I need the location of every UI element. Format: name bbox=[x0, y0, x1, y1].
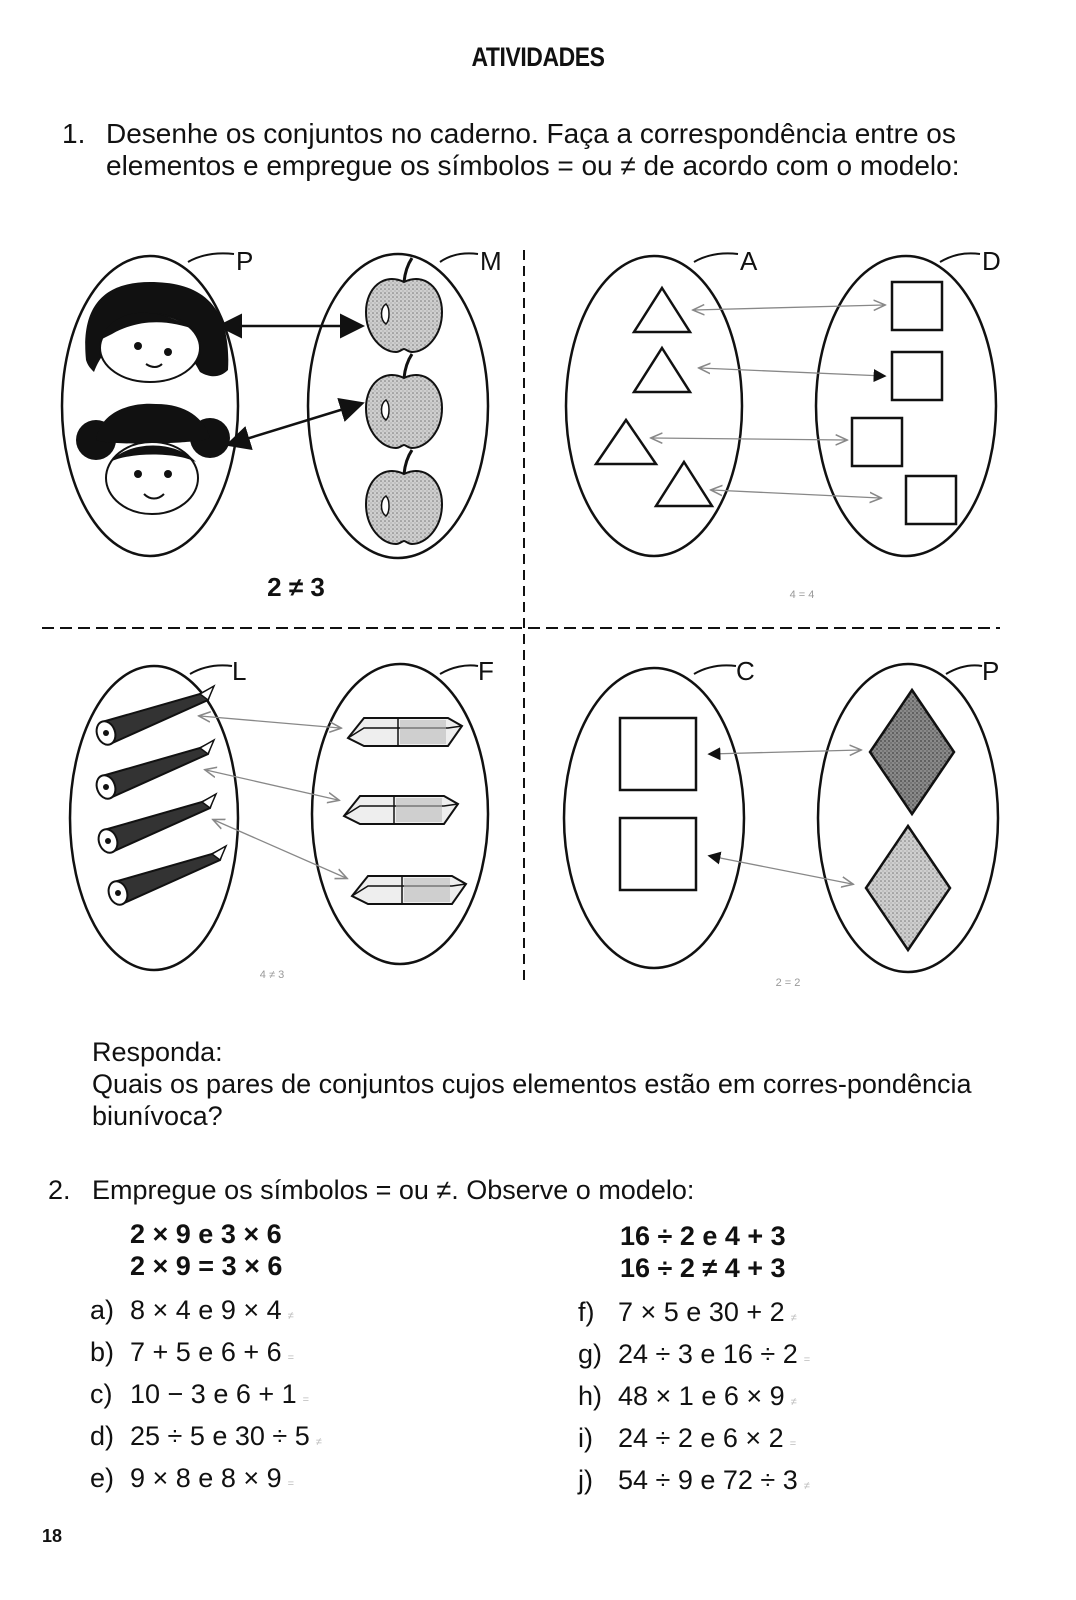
respond-section bbox=[92, 1036, 1032, 1132]
item-label: e) bbox=[90, 1463, 115, 1493]
square-icon bbox=[620, 818, 696, 890]
exercise-item bbox=[578, 1294, 810, 1336]
panel-result: 2 = 2 bbox=[775, 977, 801, 989]
square-icon bbox=[892, 282, 942, 330]
exercise-item bbox=[90, 1418, 322, 1460]
item-answer: = bbox=[789, 1438, 797, 1450]
item-expression: 7 × 5 e 30 + 2 bbox=[618, 1297, 785, 1327]
panel-3 bbox=[70, 656, 494, 981]
girl-face-icon bbox=[85, 282, 228, 382]
item-expression: 25 ÷ 5 e 30 ÷ 5 bbox=[130, 1421, 310, 1451]
item-label: a) bbox=[90, 1295, 115, 1325]
respond-label: Responda: bbox=[92, 1037, 223, 1067]
panel-2 bbox=[566, 246, 1001, 601]
set-label: C bbox=[736, 656, 755, 686]
set-label: M bbox=[480, 246, 502, 276]
exercise-item bbox=[90, 1334, 322, 1376]
triangle-icon bbox=[656, 462, 712, 506]
exercise-item bbox=[90, 1460, 322, 1502]
item-answer: ≠ bbox=[287, 1310, 294, 1322]
square-icon bbox=[620, 718, 696, 790]
eraser-icon bbox=[344, 796, 458, 824]
pencil-icon bbox=[95, 794, 216, 855]
item-answer: = bbox=[803, 1354, 811, 1366]
set-label: D bbox=[982, 246, 1001, 276]
square-icon bbox=[892, 352, 942, 400]
model-left bbox=[130, 1218, 282, 1282]
page-title: ATIVIDADES bbox=[471, 42, 605, 72]
respond-question: Quais os pares de conjuntos cujos elementos estão em corres-pondência biunívoca? bbox=[92, 1069, 972, 1131]
question-1-number: 1. bbox=[62, 118, 86, 149]
model-line: 16 ÷ 2 ≠ 4 + 3 bbox=[620, 1253, 786, 1283]
diamond-icon bbox=[866, 826, 950, 950]
panel-4 bbox=[564, 656, 999, 989]
items-left bbox=[90, 1292, 322, 1502]
item-answer: = bbox=[287, 1478, 295, 1490]
exercise-item bbox=[578, 1420, 810, 1462]
model-line: 2 × 9 e 3 × 6 bbox=[130, 1219, 282, 1249]
items-right bbox=[578, 1294, 810, 1504]
item-label: h) bbox=[578, 1381, 603, 1411]
item-answer: ≠ bbox=[790, 1396, 797, 1408]
set-label: P bbox=[982, 656, 1000, 686]
apple-icon bbox=[366, 354, 442, 448]
item-label: c) bbox=[90, 1379, 113, 1409]
exercise-item bbox=[90, 1292, 322, 1334]
item-label: d) bbox=[90, 1421, 115, 1451]
page-number: 18 bbox=[42, 1526, 63, 1546]
question-2-number: 2. bbox=[48, 1175, 71, 1205]
exercise-item bbox=[90, 1376, 322, 1418]
pencil-icon bbox=[105, 846, 226, 907]
question-2-text: Empregue os símbolos = ou ≠. Observe o modelo: bbox=[92, 1175, 695, 1205]
item-label: i) bbox=[578, 1423, 593, 1453]
square-icon bbox=[852, 418, 902, 466]
apple-icon bbox=[366, 450, 442, 544]
item-answer: ≠ bbox=[803, 1480, 810, 1492]
item-expression: 10 − 3 e 6 + 1 bbox=[130, 1379, 297, 1409]
exercise-item bbox=[578, 1336, 810, 1378]
item-answer: = bbox=[287, 1352, 295, 1364]
item-expression: 54 ÷ 9 e 72 ÷ 3 bbox=[618, 1465, 798, 1495]
triangle-icon bbox=[634, 348, 690, 392]
exercise-item bbox=[578, 1462, 810, 1504]
eraser-icon bbox=[352, 876, 466, 904]
item-label: b) bbox=[90, 1337, 115, 1367]
girl-face-icon bbox=[76, 404, 230, 514]
panel-1 bbox=[62, 246, 502, 602]
item-expression: 48 × 1 e 6 × 9 bbox=[618, 1381, 785, 1411]
triangle-icon bbox=[634, 288, 690, 332]
set-label: L bbox=[232, 656, 247, 686]
model-line: 2 × 9 = 3 × 6 bbox=[130, 1251, 283, 1281]
panel-result: 4 = 4 bbox=[789, 589, 815, 601]
item-label: j) bbox=[578, 1465, 593, 1495]
eraser-icon bbox=[348, 718, 462, 746]
triangle-icon bbox=[596, 420, 656, 464]
pencil-icon bbox=[93, 686, 214, 747]
pencil-icon bbox=[93, 740, 214, 801]
apple-icon bbox=[366, 258, 442, 352]
model-line: 16 ÷ 2 e 4 + 3 bbox=[620, 1221, 786, 1251]
panel-result: 2 ≠ 3 bbox=[267, 572, 325, 602]
item-expression: 9 × 8 e 8 × 9 bbox=[130, 1463, 282, 1493]
model-right bbox=[620, 1220, 786, 1284]
item-expression: 8 × 4 e 9 × 4 bbox=[130, 1295, 282, 1325]
item-expression: 7 + 5 e 6 + 6 bbox=[130, 1337, 282, 1367]
question-1-text: Desenhe os conjuntos no caderno. Faça a correspondência entre os elementos e empregue os símbolos = ou ≠ de acordo com o modelo: bbox=[106, 118, 960, 181]
item-label: g) bbox=[578, 1339, 603, 1369]
square-icon bbox=[906, 476, 956, 524]
item-answer: = bbox=[302, 1394, 310, 1406]
item-label: f) bbox=[578, 1297, 595, 1327]
item-answer: ≠ bbox=[315, 1436, 322, 1448]
set-label: P bbox=[236, 246, 254, 276]
item-expression: 24 ÷ 3 e 16 ÷ 2 bbox=[618, 1339, 798, 1369]
diamond-icon bbox=[870, 690, 954, 814]
set-label: A bbox=[740, 246, 758, 276]
exercise-item bbox=[578, 1378, 810, 1420]
panel-result: 4 ≠ 3 bbox=[259, 969, 285, 981]
item-answer: ≠ bbox=[790, 1312, 797, 1324]
set-label: F bbox=[478, 656, 494, 686]
item-expression: 24 ÷ 2 e 6 × 2 bbox=[618, 1423, 784, 1453]
